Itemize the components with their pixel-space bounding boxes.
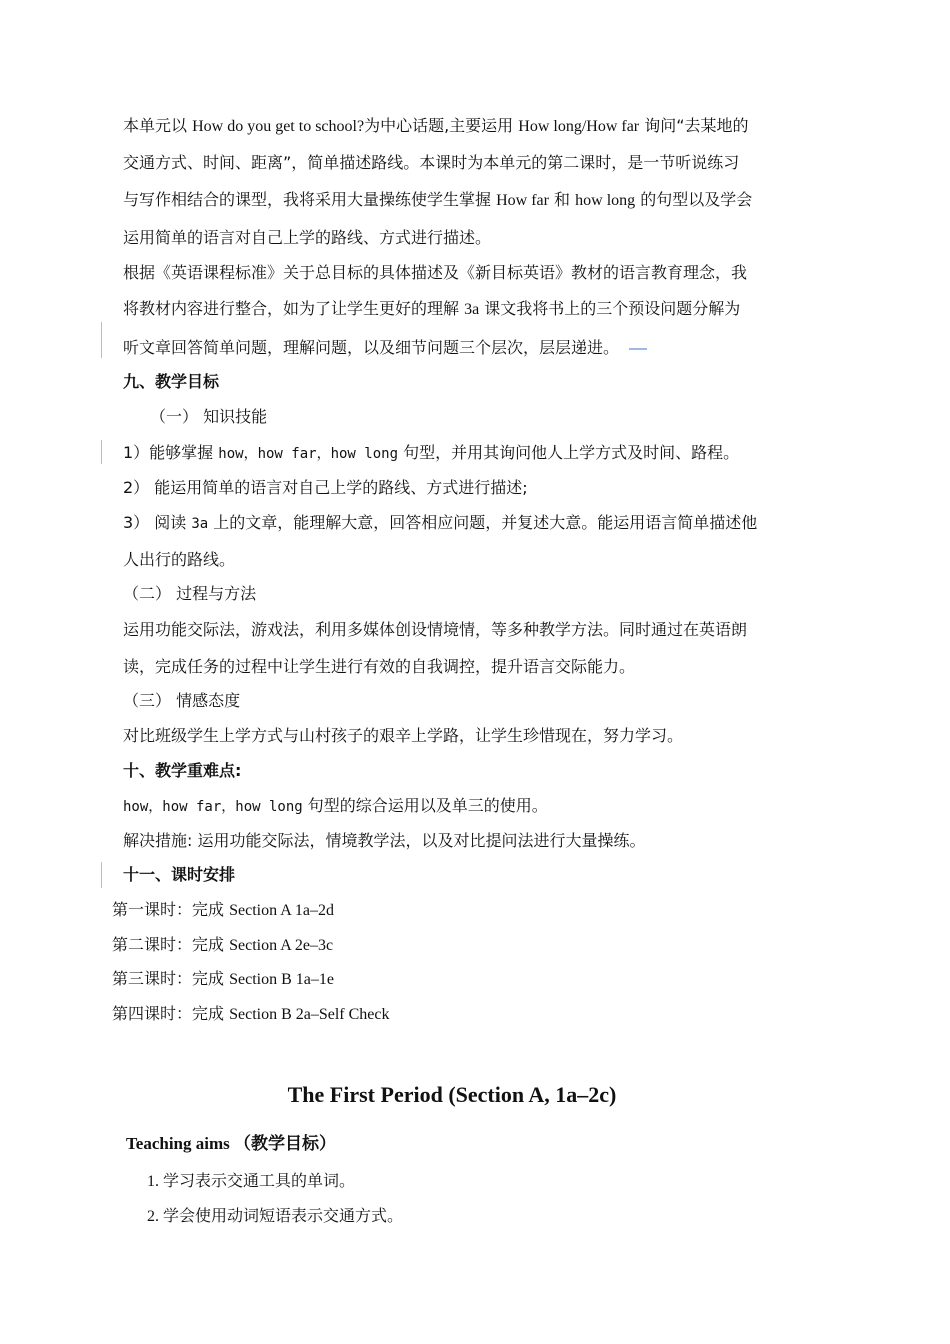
intro-line: 本单元以 How do you get to school?为中心话题,主要运用 How long/How far 询问“去某地的 (123, 116, 749, 135)
revision-bar (101, 440, 102, 464)
period-item: 第四课时：完成 Section B 2a–Self Check (112, 1004, 390, 1023)
paragraph-line: 运用功能交际法，游戏法，利用多媒体创设情境情，等多种教学方法。同时通过在英语朗 (123, 620, 748, 639)
aim-item: 1. 学习表示交通工具的单词。 (147, 1171, 356, 1190)
aims-heading: Teaching aims （教学目标） (126, 1134, 337, 1154)
list-item: 1）能够掌握 how，how far，how long 句型，并用其询问他人上学方式及时间、路程。 (123, 443, 740, 462)
subsection-heading: （一） 知识技能 (150, 407, 268, 426)
list-item: 人出行的路线。 (123, 550, 236, 569)
aim-item: 2. 学会使用动词短语表示交通方式。 (147, 1206, 404, 1225)
intro-line: 运用简单的语言对自己上学的路线、方式进行描述。 (123, 228, 492, 247)
paragraph-line: 读，完成任务的过程中让学生进行有效的自我调控，提升语言交际能力。 (123, 657, 636, 676)
intro-line: 听文章回答简单问题，理解问题，以及细节问题三个层次，层层递进。 (123, 337, 647, 359)
section-heading: 十、教学重难点: (123, 761, 242, 780)
paragraph-line: how，how far，how long 句型的综合运用以及单三的使用。 (123, 796, 548, 815)
intro-line: 交通方式、时间、距离”，简单描述路线。本课时为本单元的第二课时，是一节听说练习 (123, 153, 740, 172)
revision-bar (101, 862, 102, 888)
intro-line: 根据《英语课程标准》关于总目标的具体描述及《新目标英语》教材的语言教育理念，我 (123, 263, 748, 282)
section-heading: 九、教学目标 (123, 372, 220, 391)
list-item: 2） 能运用简单的语言对自己上学的路线、方式进行描述; (123, 478, 528, 497)
list-item: 3） 阅读 3a 上的文章，能理解大意，回答相应问题，并复述大意。能运用语言简单描述他 (123, 513, 758, 532)
revision-bar (101, 322, 102, 358)
section-heading: 十一、课时安排 (123, 865, 236, 884)
intro-line: 将教材内容进行整合，如为了让学生更好的理解 3a 课文我将书上的三个预设问题分解为 (123, 299, 741, 318)
paragraph-line: 对比班级学生上学方式与山村孩子的艰辛上学路，让学生珍惜现在，努力学习。 (123, 726, 684, 745)
subsection-heading: （三） 情感态度 (123, 691, 241, 710)
paragraph-line: 解决措施: 运用功能交际法，情境教学法，以及对比提问法进行大量操练。 (123, 831, 646, 850)
comment-marker[interactable] (629, 348, 647, 350)
period-item: 第二课时：完成 Section A 2e–3c (112, 935, 334, 954)
subsection-heading: （二） 过程与方法 (123, 584, 257, 603)
intro-line: 与写作相结合的课型，我将采用大量操练使学生掌握 How far 和 how long 的句型以及学会 (123, 190, 753, 209)
period-title: The First Period (Section A, 1a–2c) (287, 1082, 617, 1107)
period-item: 第一课时：完成 Section A 1a–2d (112, 900, 334, 919)
period-item: 第三课时：完成 Section B 1a–1e (112, 969, 334, 988)
